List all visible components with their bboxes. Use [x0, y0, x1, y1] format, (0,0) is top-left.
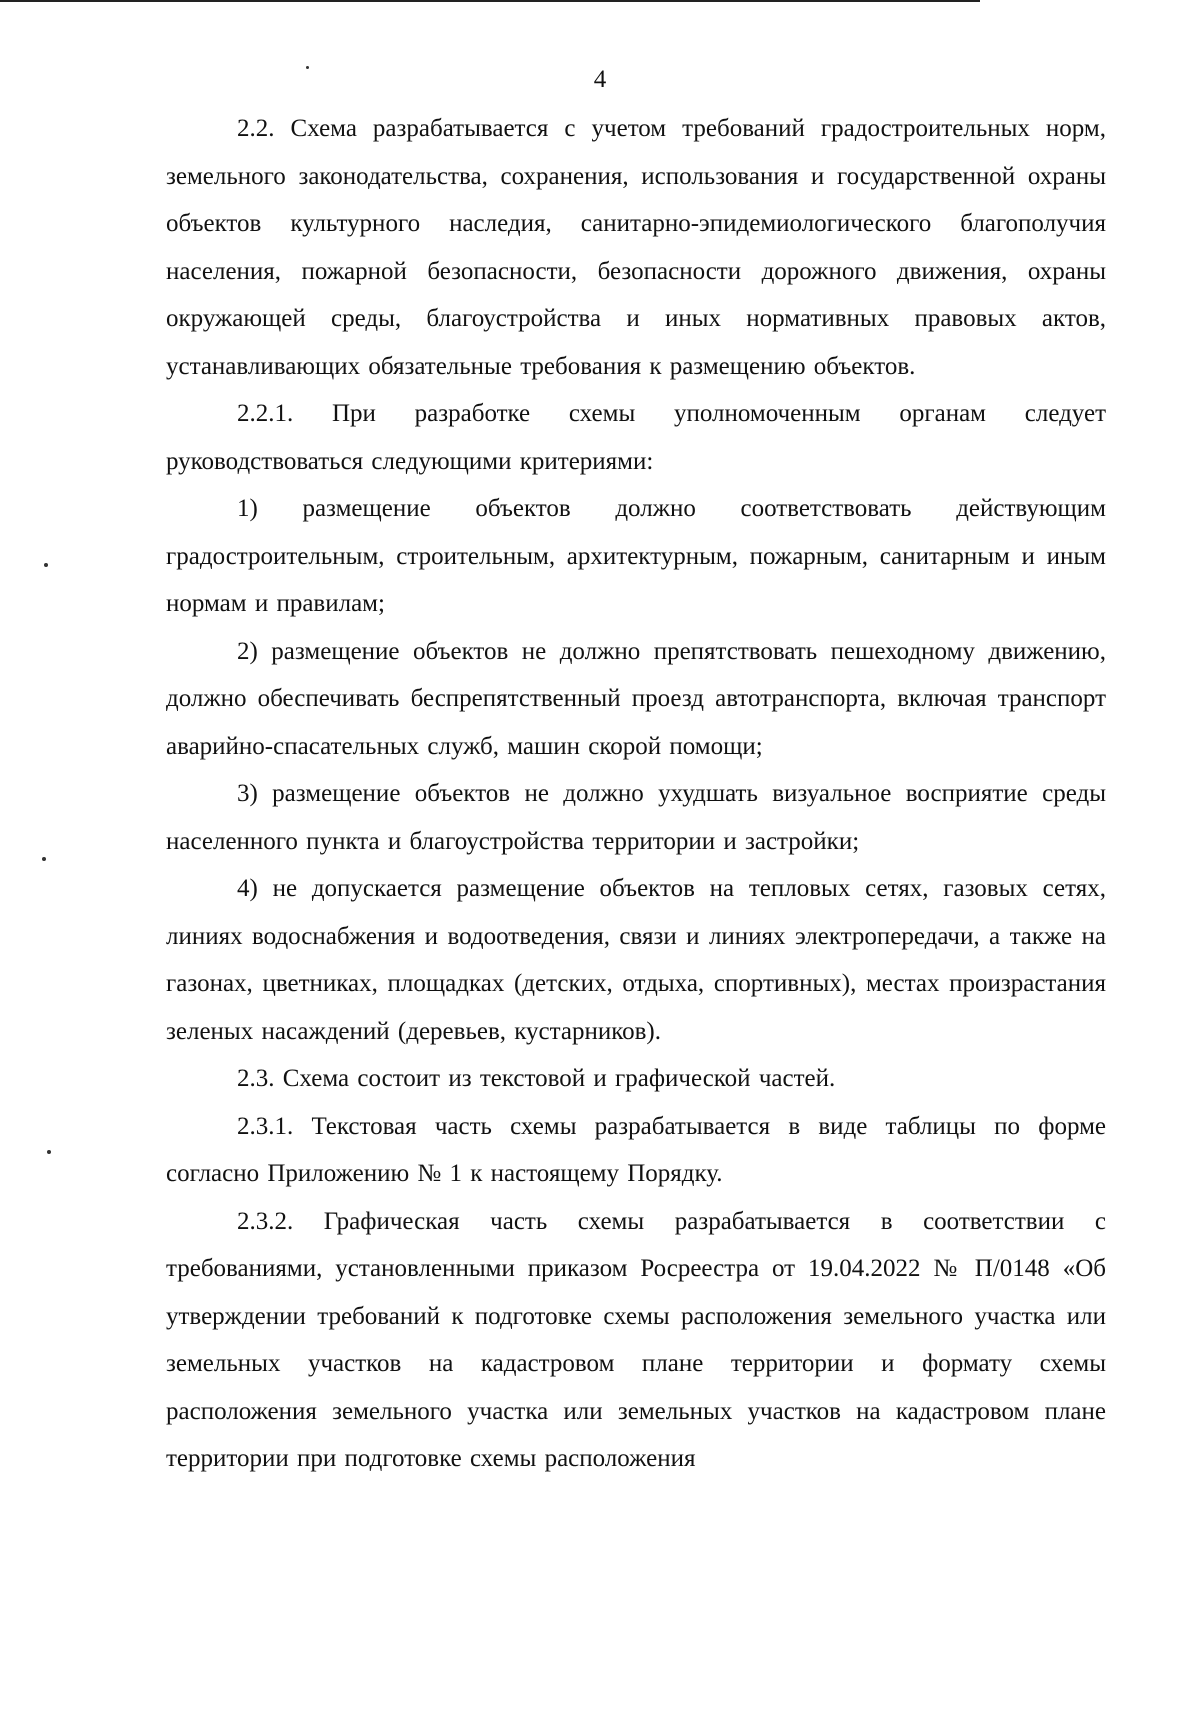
- criterion-2: 2) размещение объектов не должно препятствовать пешеходному движению, должно обеспечивать беспрепятственный проезд автотранспорта, включая транспорт аварийно-спасательных служб, машин скорой помощи;: [166, 637, 1106, 760]
- document-body: [166, 105, 1106, 1483]
- paragraph-2-3-1: 2.3.1. Текстовая часть схемы разрабатывается в виде таблицы по форме согласно Приложению № 1 к настоящему Порядку.: [166, 1112, 1106, 1187]
- page-number: 4: [593, 66, 607, 93]
- criterion-4: 4) не допускается размещение объектов на тепловых сетях, газовых сетях, линиях водоснабжения и водоотведения, связи и линиях электропередачи, а также на газонах, цветниках, площадках (детских, отдыха, спортивных), местах произрастания зеленых насаждений (деревьев, кустарников).: [166, 875, 1106, 1045]
- paragraph-2-3: 2.3. Схема состоит из текстовой и графической частей.: [237, 1065, 836, 1092]
- scan-speck: [47, 1150, 51, 1154]
- scan-speck: [44, 563, 48, 567]
- page-top-edge-line: [0, 0, 980, 2]
- scan-speck: [306, 66, 309, 69]
- criterion-1: 1) размещение объектов должно соответствовать действующим градостроительным, строительным, архитектурным, пожарным, санитарным и иным нормам и правилам;: [166, 495, 1106, 617]
- paragraph-2-3-2: 2.3.2. Графическая часть схемы разрабатывается в соответствии с требованиями, установленными приказом Росреестра от 19.04.2022 № П/0148 «Об утверждении требований к подготовке схемы расположения земельного участка или земельных участков на кадастровом плане территории и формату схемы расположения земельного участка или земельных участков на кадастровом плане территории при подготовке схемы расположения: [166, 1207, 1106, 1472]
- paragraph-2-2: 2.2. Схема разрабатывается с учетом требований градостроительных норм, земельного законодательства, сохранения, использования и государственной охраны объектов культурного наследия, санитарно-эпидемиологического благополучия населения, пожарной безопасности, безопасности дорожного движения, охраны окружающей среды, благоустройства и иных нормативных правовых актов, устанавливающих обязательные требования к размещению объектов.: [166, 115, 1106, 380]
- paragraph-2-2-1: 2.2.1. При разработке схемы уполномоченным органам следует руководствоваться следующими критериями:: [166, 400, 1106, 475]
- scan-speck: [42, 857, 46, 861]
- criterion-3: 3) размещение объектов не должно ухудшать визуальное восприятие среды населенного пункта и благоустройства территории и застройки;: [166, 780, 1106, 855]
